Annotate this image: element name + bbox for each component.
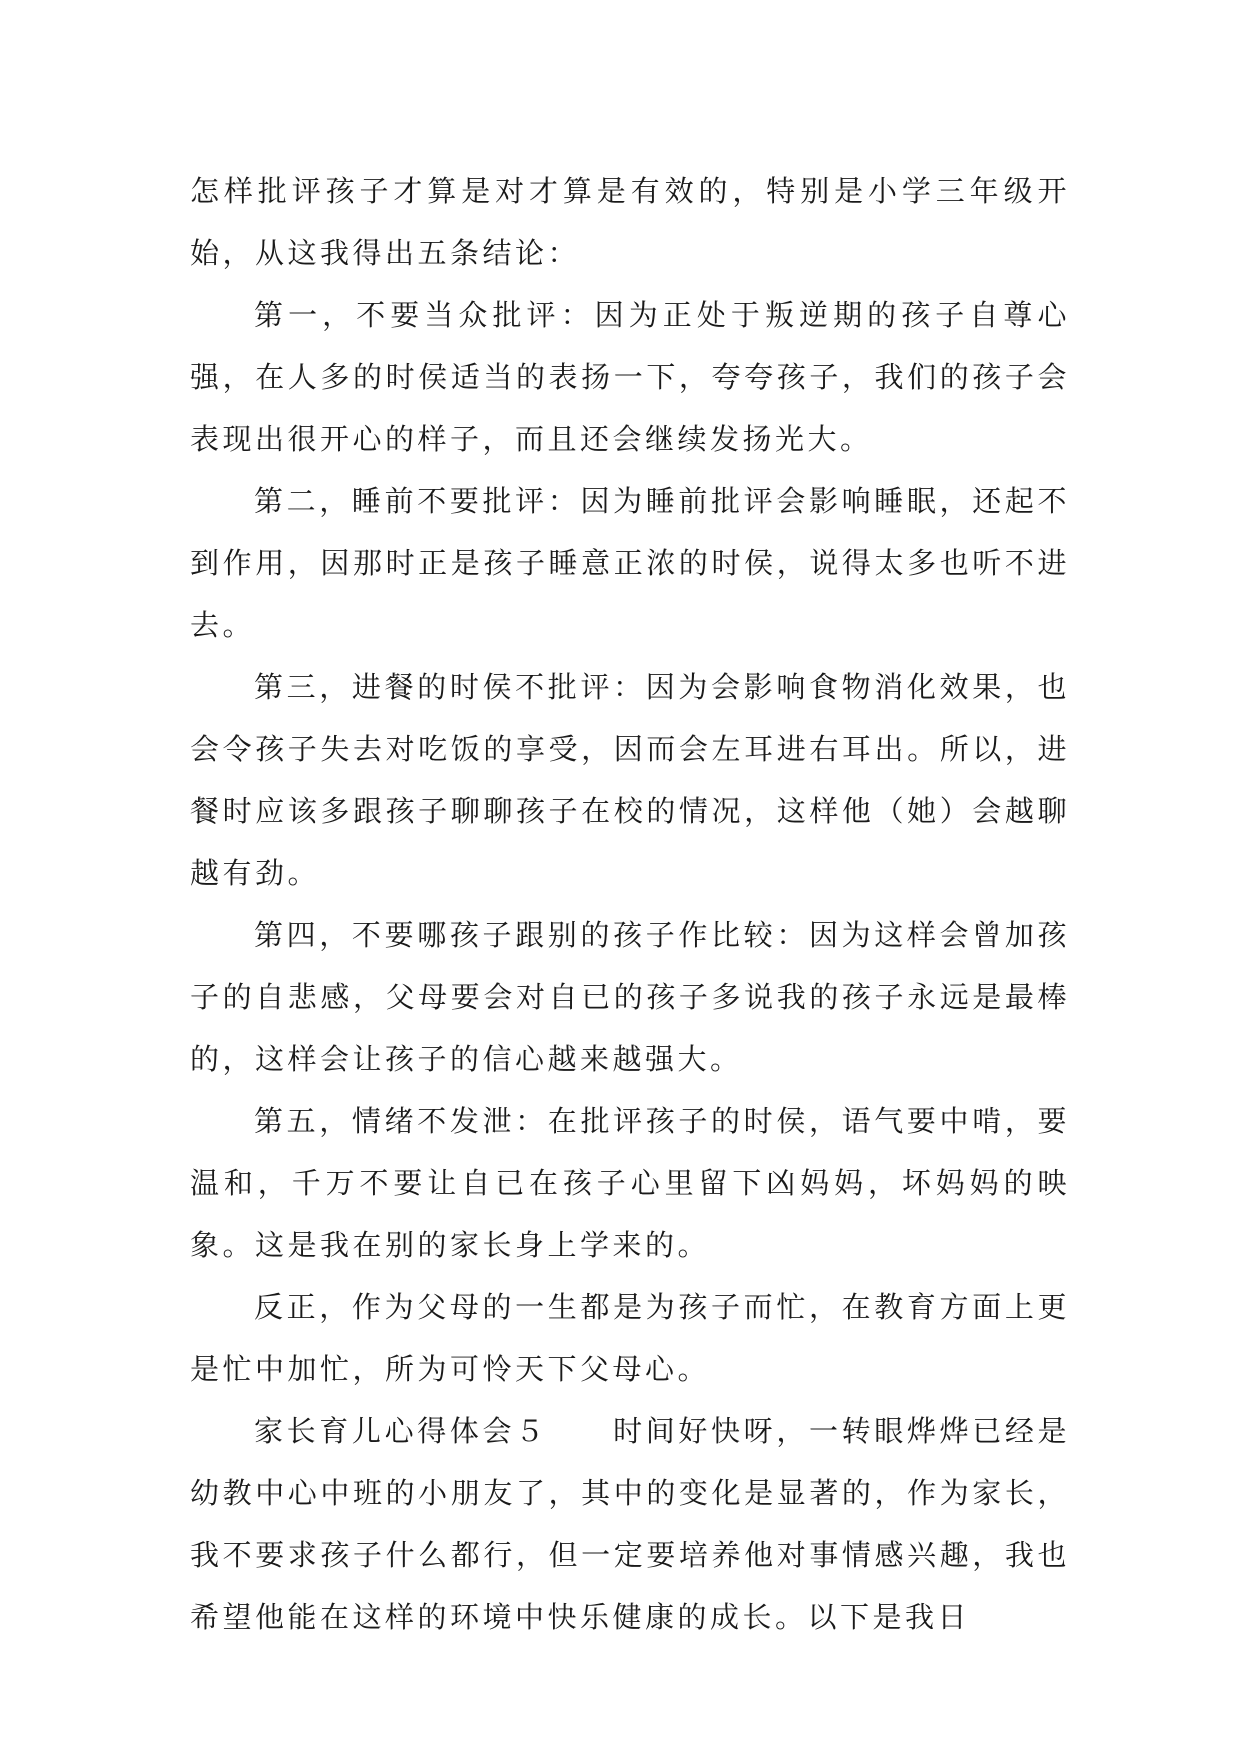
paragraph-essay-five: 家长育儿心得体会５ 时间好快呀，一转眼烨烨已经是幼教中心中班的小朋友了，其中的变化是显著的，作为家长，我不要求孩子什么都行，但一定要培养他对事情感兴趣，我也希望他能在这样的环境中快乐健康的成长。以下是我日 — [190, 1414, 1070, 1634]
paragraph-point-five: 第五，情绪不发泄：在批评孩子的时侯，语气要中啃，要温和，千万不要让自已在孩子心里留下凶妈妈，坏妈妈的映象。这是我在别的家长身上学来的。 — [190, 1104, 1070, 1262]
paragraph-point-three: 第三，进餐的时侯不批评：因为会影响食物消化效果，也会令孩子失去对吃饭的享受，因而会左耳进右耳出。所以，进餐时应该多跟孩子聊聊孩子在校的情况，这样他（她）会越聊越有劲。 — [190, 670, 1070, 890]
document-body — [190, 160, 1070, 1648]
paragraph-point-two: 第二，睡前不要批评：因为睡前批评会影响睡眠，还起不到作用，因那时正是孩子睡意正浓的时侯，说得太多也听不进去。 — [190, 484, 1070, 642]
paragraph-intro: 怎样批评孩子才算是对才算是有效的，特别是小学三年级开始，从这我得出五条结论： — [190, 174, 1070, 270]
paragraph-point-one: 第一，不要当众批评：因为正处于叛逆期的孩子自尊心强，在人多的时侯适当的表扬一下，夸夸孩子，我们的孩子会表现出很开心的样子，而且还会继续发扬光大。 — [190, 298, 1070, 456]
paragraph-conclusion: 反正，作为父母的一生都是为孩子而忙，在教育方面上更是忙中加忙，所为可怜天下父母心。 — [190, 1290, 1070, 1386]
paragraph-point-four: 第四，不要哪孩子跟别的孩子作比较：因为这样会曾加孩子的自悲感，父母要会对自已的孩子多说我的孩子永远是最棒的，这样会让孩子的信心越来越强大。 — [190, 918, 1070, 1076]
